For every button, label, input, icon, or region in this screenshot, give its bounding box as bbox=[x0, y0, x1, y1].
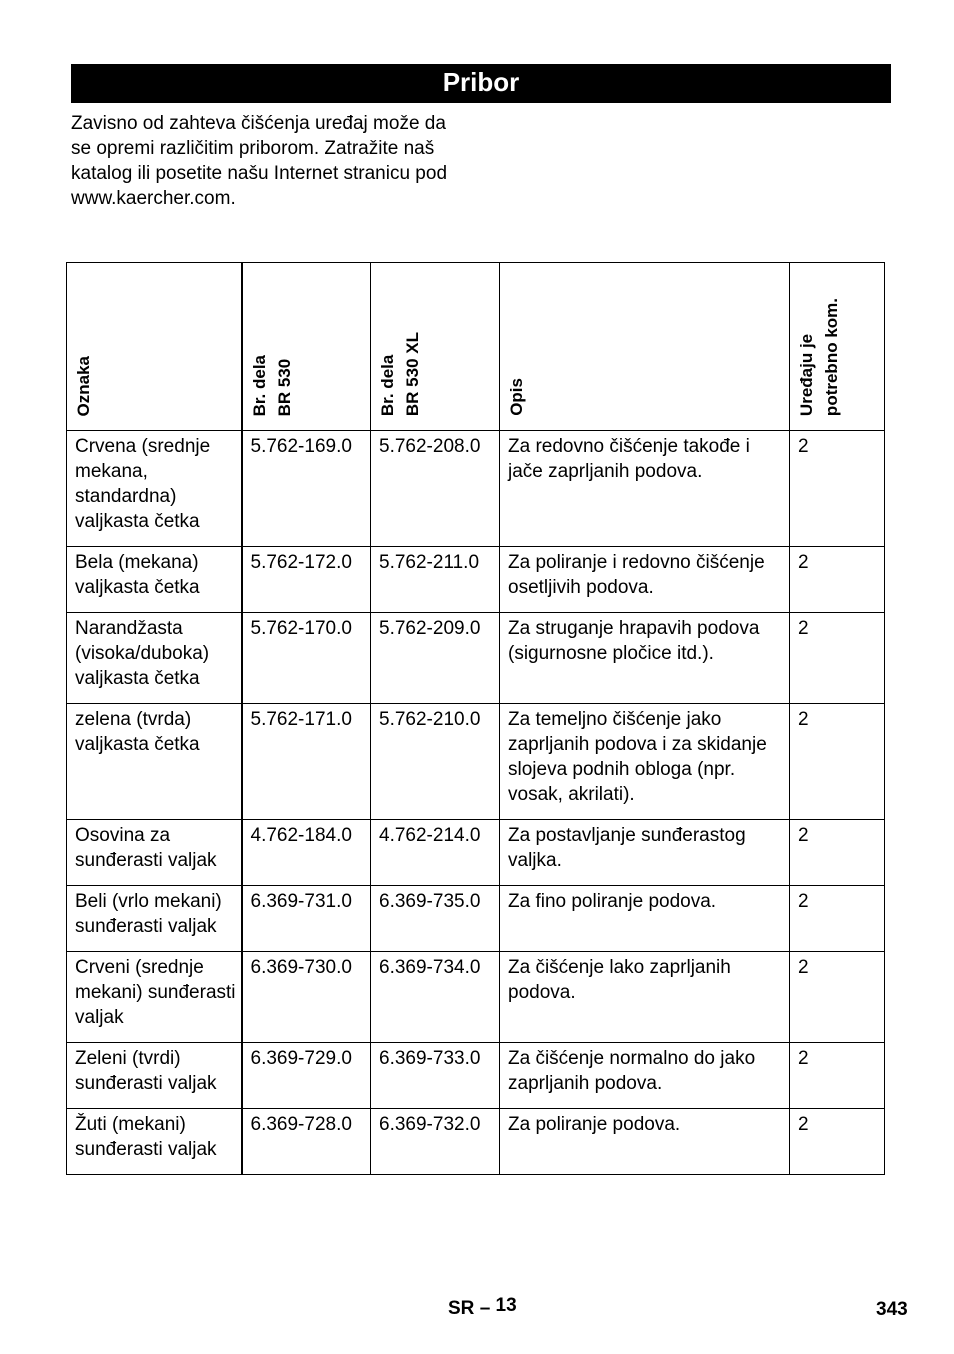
cell-part-br530: 6.369-730.0 bbox=[242, 952, 371, 1043]
cell-opis: Za struganje hrapavih podova (sigurnosne pločice itd.). bbox=[500, 613, 790, 704]
cell-quantity: 2 bbox=[790, 431, 885, 547]
cell-opis: Za čišćenje lako zaprljanih podova. bbox=[500, 952, 790, 1043]
cell-part-br530xl: 5.762-211.0 bbox=[371, 547, 500, 613]
footer-dash: – bbox=[479, 1298, 491, 1319]
table-row bbox=[67, 613, 885, 704]
cell-part-br530xl: 6.369-732.0 bbox=[371, 1109, 500, 1175]
cell-oznaka: zelena (tvrda) valjkasta četka bbox=[67, 704, 242, 820]
cell-part-br530xl: 6.369-733.0 bbox=[371, 1043, 500, 1109]
table-row bbox=[67, 1109, 885, 1175]
cell-quantity: 2 bbox=[790, 886, 885, 952]
cell-quantity: 2 bbox=[790, 613, 885, 704]
cell-part-br530xl: 4.762-214.0 bbox=[371, 820, 500, 886]
header-part-br530xl bbox=[371, 263, 500, 431]
section-title: Pribor bbox=[71, 64, 891, 103]
cell-part-br530xl: 6.369-734.0 bbox=[371, 952, 500, 1043]
cell-quantity: 2 bbox=[790, 820, 885, 886]
header-label: Br. dela BR 530 XL bbox=[378, 331, 422, 416]
cell-oznaka: Narandžasta (visoka/duboka) valjkasta četka bbox=[67, 613, 242, 704]
header-oznaka bbox=[67, 263, 242, 431]
table-row bbox=[67, 820, 885, 886]
cell-opis: Za čišćenje normalno do jako zaprljanih podova. bbox=[500, 1043, 790, 1109]
cell-opis: Za redovno čišćenje takođe i jače zaprljanih podova. bbox=[500, 431, 790, 547]
cell-oznaka: Crveni (srednje mekani) sunđerasti valjak bbox=[67, 952, 242, 1043]
cell-quantity: 2 bbox=[790, 952, 885, 1043]
cell-opis: Za poliranje podova. bbox=[500, 1109, 790, 1175]
cell-opis: Za postavljanje sunđerastog valjka. bbox=[500, 820, 790, 886]
cell-opis: Za poliranje i redovno čišćenje osetljivih podova. bbox=[500, 547, 790, 613]
cell-part-br530: 5.762-170.0 bbox=[242, 613, 371, 704]
cell-oznaka: Osovina za sunđerasti valjak bbox=[67, 820, 242, 886]
header-label: Uređaju je potrebno kom. bbox=[797, 297, 841, 416]
cell-part-br530xl: 5.762-209.0 bbox=[371, 613, 500, 704]
cell-part-br530: 5.762-169.0 bbox=[242, 431, 371, 547]
cell-oznaka: Žuti (mekani) sunđerasti valjak bbox=[67, 1109, 242, 1175]
footer-section-label bbox=[448, 1295, 517, 1320]
cell-opis: Za temeljno čišćenje jako zaprljanih podova i za skidanje slojeva podnih obloga (npr. vosak, akrilati). bbox=[500, 704, 790, 820]
cell-oznaka: Beli (vrlo mekani) sunđerasti valjak bbox=[67, 886, 242, 952]
intro-paragraph: Zavisno od zahteva čišćenja uređaj može da se opremi različitim priborom. Zatražite naš katalog ili posetite našu Internet stranicu pod www.kaercher.com. bbox=[71, 113, 448, 209]
table-header-row bbox=[67, 263, 885, 431]
cell-opis: Za fino poliranje podova. bbox=[500, 886, 790, 952]
cell-part-br530xl: 5.762-208.0 bbox=[371, 431, 500, 547]
page-number: 343 bbox=[876, 1299, 908, 1320]
cell-oznaka: Crvena (srednje mekana, standardna) valjkasta četka bbox=[67, 431, 242, 547]
table-body bbox=[67, 431, 885, 1175]
header-quantity bbox=[790, 263, 885, 431]
footer-section-page: 13 bbox=[495, 1295, 517, 1316]
table-row bbox=[67, 1043, 885, 1109]
table-row bbox=[67, 431, 885, 547]
cell-part-br530xl: 6.369-735.0 bbox=[371, 886, 500, 952]
cell-part-br530: 5.762-172.0 bbox=[242, 547, 371, 613]
cell-part-br530: 6.369-728.0 bbox=[242, 1109, 371, 1175]
cell-quantity: 2 bbox=[790, 547, 885, 613]
cell-part-br530: 6.369-731.0 bbox=[242, 886, 371, 952]
header-part-br530 bbox=[242, 263, 371, 431]
cell-quantity: 2 bbox=[790, 1109, 885, 1175]
cell-quantity: 2 bbox=[790, 704, 885, 820]
table-row bbox=[67, 704, 885, 820]
cell-oznaka: Zeleni (tvrdi) sunđerasti valjak bbox=[67, 1043, 242, 1109]
header-label: Opis bbox=[507, 378, 526, 416]
cell-part-br530: 5.762-171.0 bbox=[242, 704, 371, 820]
cell-oznaka: Bela (mekana) valjkasta četka bbox=[67, 547, 242, 613]
header-label: Br. dela BR 530 bbox=[249, 354, 294, 416]
cell-part-br530: 4.762-184.0 bbox=[242, 820, 371, 886]
cell-quantity: 2 bbox=[790, 1043, 885, 1109]
header-opis bbox=[500, 263, 790, 431]
table-row bbox=[67, 952, 885, 1043]
cell-part-br530xl: 5.762-210.0 bbox=[371, 704, 500, 820]
header-label: Oznaka bbox=[74, 355, 93, 416]
footer-section: SR bbox=[448, 1298, 475, 1319]
accessories-table bbox=[66, 262, 885, 1175]
table-row bbox=[67, 886, 885, 952]
table-row bbox=[67, 547, 885, 613]
cell-part-br530: 6.369-729.0 bbox=[242, 1043, 371, 1109]
